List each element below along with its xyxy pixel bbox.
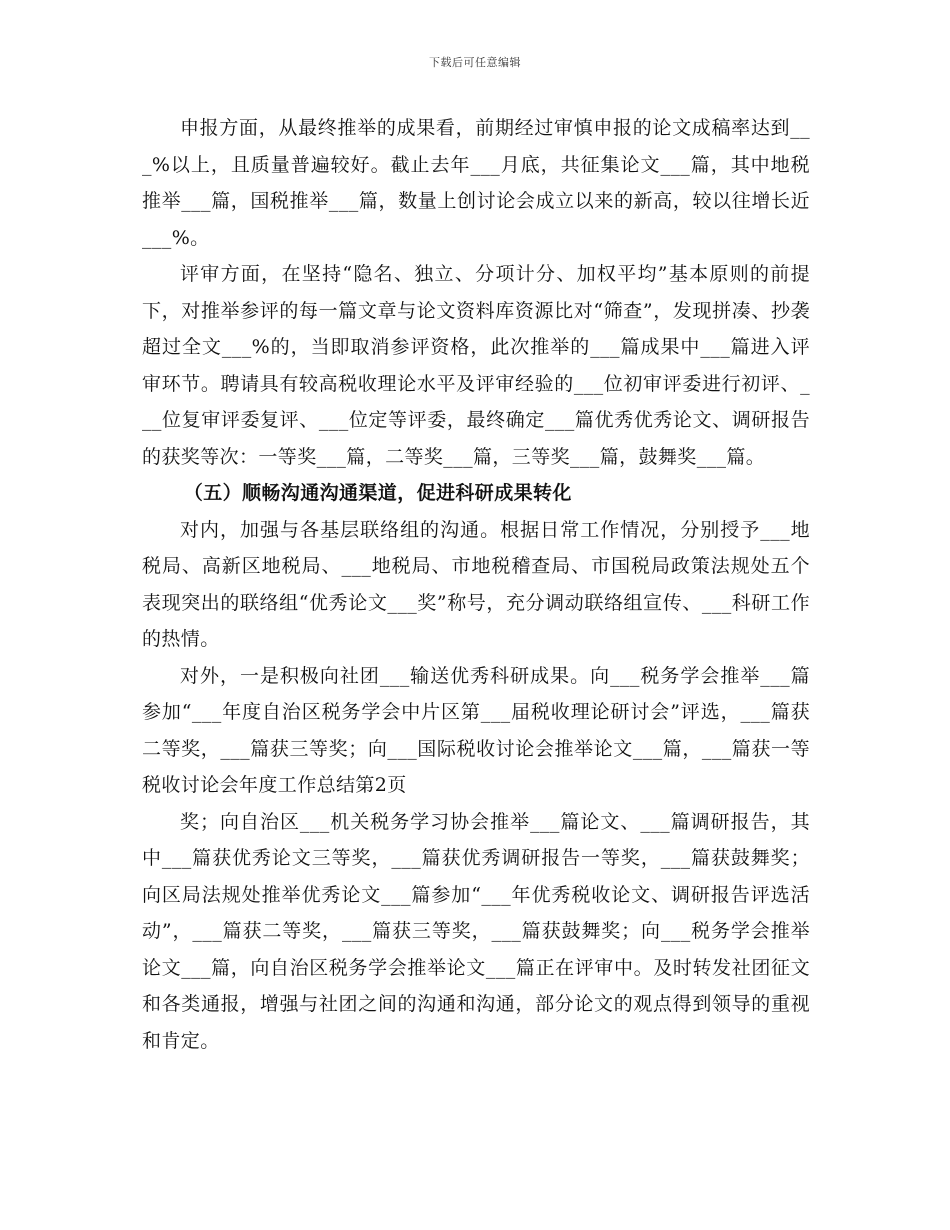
document-body	[142, 110, 810, 1059]
paragraph-internal: 对内，加强与各基层联络组的沟通。根据日常工作情况，分别授予___地税局、高新区地税局、___地税局、市地税稽查局、市国税局政策法规处五个表现突出的联络组“优秀论文___奖”称号，充分调动联络组宣传、___科研工作的热情。	[142, 518, 810, 650]
section-heading: （五）顺畅沟通沟通渠道，促进科研成果转化	[183, 482, 572, 504]
paragraph-continued: 奖；向自治区___机关税务学习协会推举___篇论文、___篇调研报告，其中___篇获优秀论文三等奖，___篇获优秀调研报告一等奖，___篇获鼓舞奖；向区局法规处推举优秀论文___篇参加“___年优秀税收论文、调研报告评选活动”，___篇获二等奖，___篇获三等奖，___篇获鼓舞奖；向___税务学会推举论文___篇，向自治区税务学会推举论文___篇正在评审中。及时转发社团征文和各类通报，增强与社团之间的沟通和沟通，部分论文的观点得到领导的重视和肯定。	[142, 810, 810, 1052]
paragraph-external: 对外，一是积极向社团___输送优秀科研成果。向___税务学会推举___篇参加“___年度自治区税务学会中片区第___届税收理论研讨会”评选，___篇获二等奖，___篇获三等奖；向___国际税收讨论会推举论文___篇，___篇获一等税收讨论会年度工作总结第2页	[142, 664, 810, 796]
paragraph-declaration: 申报方面，从最终推举的成果看，前期经过审慎申报的论文成稿率达到___%以上，且质量普遍较好。截止去年___月底，共征集论文___篇，其中地税推举___篇，国税推举___篇，数量上创讨论会成立以来的新高，较以往增长近___%。	[142, 117, 810, 249]
paragraph-review: 评审方面，在坚持“隐名、独立、分项计分、加权平均”基本原则的前提下，对推举参评的每一篇文章与论文资料库资源比对“筛查”，发现拼凑、抄袭超过全文___%的，当即取消参评资格，此次推举的___篇成果中___篇进入评审环节。聘请具有较高税收理论水平及评审经验的___位初审评委进行初评、___位复审评委复评、___位定等评委，最终确定___篇优秀优秀论文、调研报告的获奖等次：一等奖___篇，二等奖___篇，三等奖___篇，鼓舞奖___篇。	[142, 263, 810, 468]
page-header: 下载后可任意编辑	[429, 56, 521, 69]
